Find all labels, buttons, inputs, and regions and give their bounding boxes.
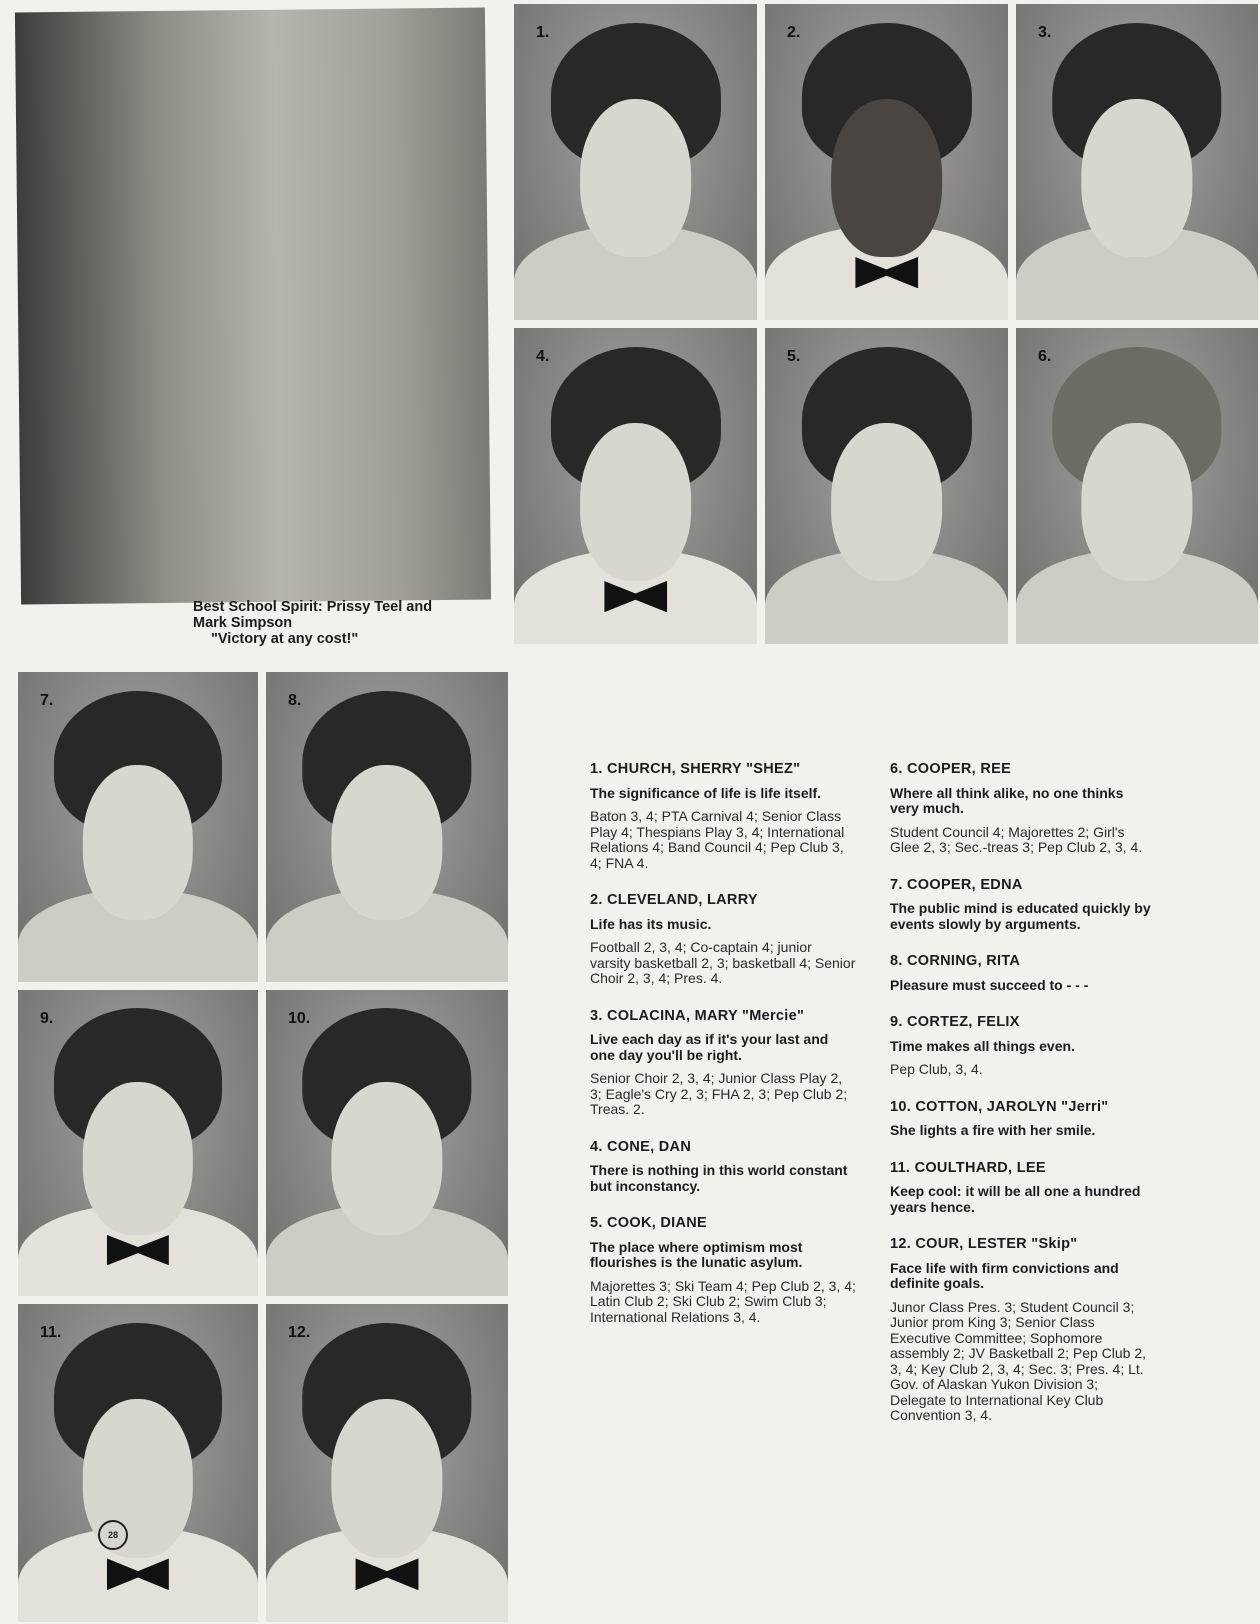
portrait-number: 6. xyxy=(1038,348,1052,365)
senior-motto: Live each day as if it's your last and one day you'll be right. xyxy=(590,1031,829,1063)
portrait-7 xyxy=(18,672,258,982)
senior-motto: The public mind is educated quickly by events slowly by arguments. xyxy=(890,900,1151,932)
senior-activities: Senior Choir 2, 3, 4; Junior Class Play 2, 3; Eagle's Cry 2, 3; FHA 2, 3; Pep Club 2; Treas. 2. xyxy=(590,1070,848,1117)
senior-activities: Majorettes 3; Ski Team 4; Pep Club 2, 3, 4; Latin Club 2; Ski Club 2; Swim Club 3; International Relations 3, 4. xyxy=(590,1277,856,1325)
portrait-1 xyxy=(514,4,757,320)
senior-entry xyxy=(590,762,856,871)
senior-entry xyxy=(590,1216,856,1325)
senior-entry xyxy=(890,954,1154,993)
senior-name: 5. COOK, DIANE xyxy=(590,1215,707,1231)
portrait-6 xyxy=(1016,328,1258,644)
photo-caption xyxy=(193,599,493,647)
senior-entry xyxy=(590,1140,856,1195)
portrait-10 xyxy=(266,990,508,1296)
portrait-4 xyxy=(514,328,757,644)
portrait-number: 1. xyxy=(536,24,550,41)
senior-name: 9. CORTEZ, FELIX xyxy=(890,1014,1020,1030)
senior-entry xyxy=(590,1009,856,1118)
senior-activities: Football 2, 3, 4; Co-captain 4; junior varsity basketball 2, 3; basketball 4; Senior Choir 2, 3, 4; Pres. 4. xyxy=(590,939,856,986)
senior-name: 12. COUR, LESTER "Skip" xyxy=(890,1236,1078,1252)
caption-line-2: Mark Simpson xyxy=(193,615,293,631)
senior-entries-left-column xyxy=(590,762,856,1347)
page-number-badge: 28 xyxy=(98,1520,128,1550)
portrait-3 xyxy=(1016,4,1258,320)
portrait-11 xyxy=(18,1304,258,1622)
senior-motto: Pleasure must succeed to - - - xyxy=(890,976,1089,993)
portrait-number: 12. xyxy=(288,1324,311,1341)
senior-motto: Keep cool: it will be all one a hundred years hence. xyxy=(890,1183,1141,1215)
senior-name: 2. CLEVELAND, LARRY xyxy=(590,892,758,908)
senior-name: 1. CHURCH, SHERRY "SHEZ" xyxy=(590,761,801,777)
portrait-number: 5. xyxy=(787,348,801,365)
senior-motto: The place where optimism most flourishes is the lunatic asylum. xyxy=(590,1238,803,1270)
senior-entry xyxy=(590,893,856,987)
senior-name: 4. CONE, DAN xyxy=(590,1138,692,1155)
senior-activities: Baton 3, 4; PTA Carnival 4; Senior Class Play 4; Thespians Play 3, 4; International Relations 4; Band Council 4; Pep Club 3, 4; FNA 4. xyxy=(590,808,845,871)
portrait-number: 10. xyxy=(288,1010,311,1027)
senior-activities: Junor Class Pres. 3; Student Council 3; Junior prom King 3; Senior Class Executive Committee; Sophomore assembly 2; JV Basketball 2; Pep Club 2, 3, 4; Key Club 2, 3, 4; Sec. 3; Pres. 4; Lt. Gov. of Alaskan Yukon Division 3; Delegate to International Key Club Convention 3, 4. xyxy=(890,1298,1147,1423)
portrait-number: 3. xyxy=(1038,24,1052,41)
portrait-2 xyxy=(765,4,1008,320)
senior-motto: Time makes all things even. xyxy=(890,1037,1075,1054)
portrait-number: 2. xyxy=(787,24,801,41)
portrait-number: 8. xyxy=(288,692,302,709)
portrait-5 xyxy=(765,328,1008,644)
senior-name: 10. COTTON, JAROLYN "Jerri" xyxy=(890,1098,1109,1115)
senior-activities: Pep Club, 3, 4. xyxy=(890,1061,983,1077)
senior-name: 11. COULTHARD, LEE xyxy=(890,1159,1046,1176)
senior-entries-right-column xyxy=(890,762,1154,1446)
senior-motto: There is nothing in this world constant but inconstancy. xyxy=(590,1162,848,1194)
senior-entry xyxy=(890,1161,1154,1216)
senior-name: 7. COOPER, EDNA xyxy=(890,876,1023,893)
caption-quote: "Victory at any cost!" xyxy=(211,631,359,647)
portrait-number: 9. xyxy=(40,1010,54,1027)
senior-motto: Life has its music. xyxy=(590,915,712,932)
portrait-8 xyxy=(266,672,508,982)
portrait-number: 11. xyxy=(40,1324,62,1341)
portrait-number: 7. xyxy=(40,692,54,709)
senior-entry xyxy=(890,1237,1154,1424)
senior-motto: The significance of life is life itself. xyxy=(590,784,822,801)
senior-entry xyxy=(890,878,1154,933)
senior-entry xyxy=(890,1015,1154,1078)
portrait-number: 4. xyxy=(536,348,550,365)
senior-name: 3. COLACINA, MARY "Mercie" xyxy=(590,1007,805,1024)
senior-entry xyxy=(890,762,1154,856)
senior-name: 8. CORNING, RITA xyxy=(890,953,1021,969)
portrait-12 xyxy=(266,1304,508,1622)
group-photo-school-spirit xyxy=(15,8,491,605)
senior-motto: Where all think alike, no one thinks very much. xyxy=(890,784,1124,816)
senior-activities: Student Council 4; Majorettes 2; Girl's Glee 2, 3; Sec.-treas 3; Pep Club 2, 3, 4. xyxy=(890,823,1143,855)
caption-line-1: Best School Spirit: Prissy Teel and xyxy=(193,599,433,615)
senior-motto: Face life with firm convictions and definite goals. xyxy=(890,1259,1119,1291)
senior-name: 6. COOPER, REE xyxy=(890,761,1012,777)
senior-motto: She lights a fire with her smile. xyxy=(890,1122,1096,1138)
portrait-9 xyxy=(18,990,258,1296)
senior-entry xyxy=(890,1100,1154,1139)
